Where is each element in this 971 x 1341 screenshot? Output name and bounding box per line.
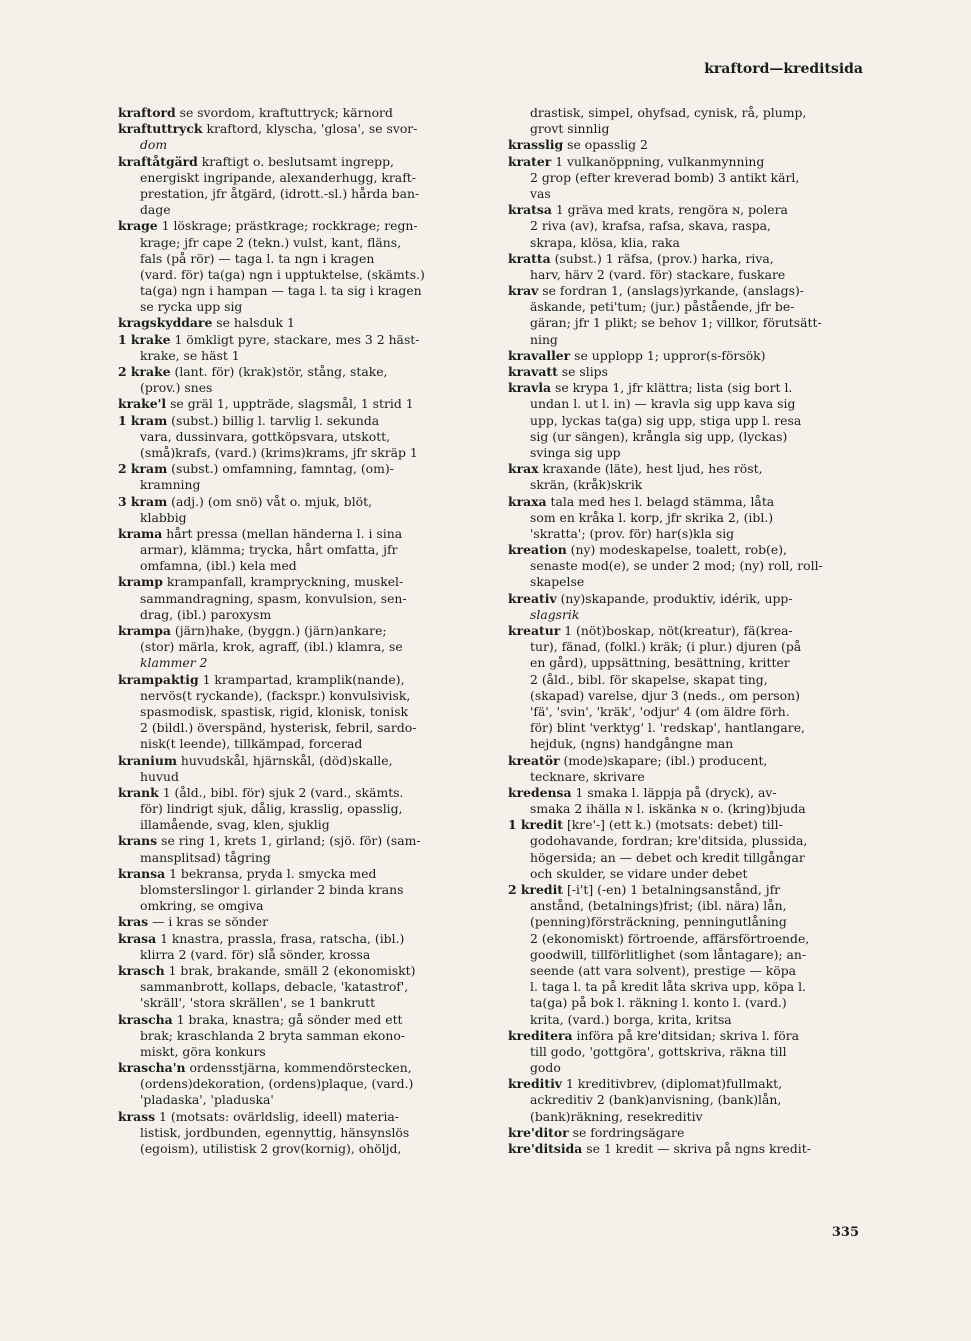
entry-continuation-line: mansplitsad) tågring [140,849,271,865]
page-number: 335 [831,1225,859,1240]
entry-line: kravla se krypa 1, jfr klättra; lista (sig bort l. [508,380,793,396]
entry-continuation-line: klabbig [140,509,187,525]
headword: krank [118,784,159,800]
entry-line: krans se ring 1, krets 1, girland; (sjö. för) (sam- [118,833,421,849]
entry-continuation-line: 'fä', 'svin', 'kräk', 'odjur' 4 (om äldre förh. [530,703,790,719]
entry-continuation-line: harv, härv 2 (vard. för) stackare, fuskare [530,266,786,282]
entry-continuation-line: skrapa, klösa, klia, raka [530,234,680,250]
headword: kre'ditor [508,1124,569,1140]
entry-continuation-line: undan l. ut l. in) — kravla sig upp kava sig [530,396,796,412]
entry-line: 3 kram (adj.) (om snö) våt o. mjuk, blöt, [118,493,373,509]
entry-continuation-line: brak; kraschlanda 2 bryta samman ekono- [140,1027,406,1043]
entry-line: krax kraxande (läte), hest ljud, hes röst, [508,461,763,477]
entry-continuation-line: krita, (vard.) borga, krita, kritsa [530,1011,732,1027]
entry-continuation-line: omfamna, (ibl.) kela med [140,558,297,574]
entry-continuation-line: armar), klämma; trycka, hårt omfatta, jfr [140,542,398,558]
entry-continuation-line: drastisk, simpel, ohyfsad, cynisk, rå, plump, [530,105,807,120]
entry-continuation-line: 2 (bildl.) överspänd, hysterisk, febril, sardo- [140,720,417,736]
entry-continuation-line: sig (ur sängen), krångla sig upp, (lyckas) [530,428,788,444]
headword: kraftuttryck [118,121,203,137]
entry-continuation-line: vara, dussinvara, gottköpsvara, utskott, [140,428,391,444]
entry-continuation-line: (stor) märla, krok, agraff, (ibl.) klamra, se [140,639,403,655]
headword: kraxa [508,493,547,509]
entry-line: 2 kram (subst.) omfamning, famntag, (om)- [118,461,394,477]
entry-continuation-line: nisk(t leende), tillkämpad, forcerad [140,736,363,752]
entry-continuation-line: tecknare, skrivare [530,768,645,784]
entry-line: krama hårt pressa (mellan händerna l. i sina [118,525,403,541]
entry-line: kreatör (mode)skapare; (ibl.) producent, [508,752,768,768]
entry-continuation-line: gäran; jfr 1 plikt; se behov 1; villkor, förutsätt- [530,315,822,331]
running-header: kraftord—kreditsida [704,61,863,77]
headword: krake'l [118,396,167,412]
headword: kragskyddare [118,315,213,331]
entry-continuation-line: godohavande, fordran; kre'ditsida, plussida, [530,833,808,849]
entry-continuation-line: 2 (åld., bibl. för skapelse, skapat ting, [530,671,768,687]
entry-continuation-line: hejduk, (ngns) handgångne man [530,736,734,752]
entry-line: kratta (subst.) 1 räfsa, (prov.) harka, riva, [508,250,774,266]
entry-line: krass 1 (motsats: ovärldslig, ideell) materia- [118,1108,399,1124]
entry-continuation-line: skapelse [530,574,585,590]
headword: 3 kram [118,493,168,509]
entry-line: krampaktig 1 krampartad, kramplik(nande), [118,671,405,687]
entry-line: krage 1 löskrage; prästkrage; rockkrage; regn- [118,218,418,234]
entry-continuation-line: för) lindrigt sjuk, dålig, krasslig, opasslig, [140,801,403,817]
entry-continuation-line: (vard. för) ta(ga) ngn i upptuktelse, (skämts.) [140,266,425,282]
entry-continuation-line: till godo, 'gottgöra', gottskriva, räkna till [530,1043,787,1059]
entry-continuation-line: skrän, (kråk)skrik [530,477,643,493]
headword: kratta [508,250,551,266]
entry-continuation-line: ackreditiv 2 (bank)anvisning, (bank)lån, [530,1092,782,1108]
headword: kreativ [508,590,557,606]
headword: 1 kredit [508,817,564,833]
entry-line: kre'ditor se fordringsägare [508,1124,685,1140]
entry-continuation-line: högersida; an — debet och kredit tillgångar [530,849,805,865]
entry-line: kraxa tala med hes l. belagd stämma, låta [508,493,775,509]
headword: kraftord [118,105,176,120]
entry-line: krasslig se opasslig 2 [508,137,648,153]
headword: kreditiv [508,1076,562,1092]
entry-continuation-line: vas [530,185,551,201]
entry-line: 1 krake 1 ömkligt pyre, stackare, mes 3 2 häst- [118,331,420,347]
headword: krass [118,1108,156,1124]
headword: kravatt [508,364,558,379]
headword: kredensa [508,784,572,800]
entry-continuation-line: för) blint 'verktyg' l. 'redskap', hantlangare, [530,720,805,736]
headword: kreditera [508,1027,573,1043]
entry-continuation-line: (ordens)dekoration, (ordens)plaque, (vard.) [140,1076,414,1092]
entry-continuation-line: nervös(t ryckande), (fackspr.) konvulsivisk, [140,687,411,703]
headword: kramp [118,574,163,590]
entry-continuation-line: svinga sig upp [530,444,621,460]
entry-continuation-line: se rycka upp sig [140,299,243,315]
entry-line: kras — i kras se sönder [118,914,269,930]
headword: krascha'n [118,1060,186,1076]
headword: krage [118,218,158,234]
headword: kreation [508,542,567,558]
headword: krasslig [508,137,564,153]
entry-line: 1 kredit [kre'-] (ett k.) (motsats: debet) till- [508,817,783,833]
entry-continuation-line: dage [140,202,171,218]
headword: kranium [118,752,177,768]
entry-continuation-line: slagsrik [530,606,580,622]
entry-line: 2 krake (lant. för) (krak)stör, stång, stake, [118,364,388,379]
entry-line: 1 kram (subst.) billig l. tarvlig l. sekunda [118,412,380,428]
entry-continuation-line: 2 riva (av), krafsa, rafsa, skava, raspa, [530,218,771,234]
headword: krasa [118,930,157,946]
headword: krav [508,283,539,299]
entry-continuation-line: sammandragning, spasm, konvulsion, sen- [140,590,407,606]
entry-line: kravatt se slips [508,364,608,379]
entry-line: krasa 1 knastra, prassla, frasa, ratscha, (ibl.) [118,930,405,946]
left-column [118,105,475,1157]
headword: kravla [508,380,552,396]
entry-line: kreatur 1 (nöt)boskap, nöt(kreatur), fä(krea- [508,623,793,638]
headword: kras [118,914,149,930]
entry-continuation-line: och skulder, se vidare under debet [530,865,748,881]
headword: kreatur [508,623,561,638]
entry-line: krav se fordran 1, (anslags)yrkande, (anslags)- [508,283,804,299]
entry-continuation-line: som en kråka l. korp, jfr skrika 2, (ibl.) [530,509,774,525]
entry-continuation-line: grovt sinnlig [530,121,610,137]
entry-line: 2 kredit [-i't] (-en) 1 betalningsanstånd, jfr [508,882,781,897]
entry-line: krascha 1 braka, knastra; gå sönder med ett [118,1011,403,1027]
entry-line: krank 1 (åld., bibl. för) sjuk 2 (vard., skämts. [118,784,404,800]
entry-continuation-line: (bank)räkning, resekreditiv [530,1108,703,1124]
headword: kravaller [508,347,571,363]
entry-continuation-line: en gård), uppsättning, besättning, kritter [530,655,790,671]
entry-line: krampa (järn)hake, (byggn.) (järn)ankare; [118,623,387,638]
headword: krasch [118,962,165,978]
entry-continuation-line: smaka 2 ihälla ɴ l. iskänka ɴ o. (kring)bjuda [530,801,806,817]
entry-continuation-line: miskt, göra konkurs [140,1043,266,1059]
entry-line: krake'l se gräl 1, uppträde, slagsmål, 1 strid 1 [118,396,414,412]
entry-continuation-line: 'pladaska', 'pladuska' [140,1092,274,1108]
entry-continuation-line: upp, lyckas ta(ga) sig upp, stiga upp l. resa [530,412,802,428]
entry-continuation-line: omkring, se omgiva [140,898,264,914]
entry-line: krater 1 vulkanöppning, vulkanmynning [508,153,765,169]
headword: 2 kram [118,461,168,477]
entry-continuation-line: 2 (ekonomiskt) förtroende, affärsförtroende, [530,930,810,946]
entry-continuation-line: godo [530,1060,561,1076]
entry-continuation-line: (penning)försträckning, penningutlåning [530,914,787,930]
entry-line: kraftord se svordom, kraftuttryck; kärnord [118,105,393,120]
entry-line: kreditiv 1 kreditivbrev, (diplomat)fullmakt, [508,1076,783,1092]
entry-continuation-line: (egoism), utilistisk 2 grov(kornig), ohöljd, [140,1141,402,1156]
entry-continuation-line: ta(ga) på bok l. räkning l. konto l. (vard.) [530,995,787,1011]
entry-continuation-line: illamående, svag, klen, sjuklig [140,817,330,833]
headword: kransa [118,865,166,881]
entry-line: kreation (ny) modeskapelse, toalett, rob(e), [508,542,787,558]
entry-line: krasch 1 brak, brakande, smäll 2 (ekonomiskt) [118,962,416,978]
entry-continuation-line: (små)krafs, (vard.) (krims)krams, jfr skräp 1 [140,444,418,460]
entry-line: kraftåtgärd kraftigt o. beslutsamt ingrepp, [118,153,394,169]
headword: krascha [118,1011,173,1027]
headword: krans [118,833,158,849]
entry-line: kranium huvudskål, hjärnskål, (död)skalle, [118,752,393,768]
headword: 1 kram [118,412,168,428]
entry-continuation-line: fals (på rör) — taga l. ta ngn i kragen [140,250,375,266]
entry-line: kratsa 1 gräva med krats, rengöra ɴ, polera [508,202,788,218]
headword: kraftåtgärd [118,153,198,169]
entry-continuation-line: l. taga l. ta på kredit låta skriva upp, köpa l. [530,979,807,995]
headword: 1 krake [118,331,171,347]
entry-continuation-line: listisk, jordbunden, egennyttig, hänsynslös [140,1124,410,1140]
entry-line: kramp krampanfall, krampryckning, muskel- [118,574,404,590]
entry-continuation-line: äskande, peti'tum; (jur.) påstående, jfr be- [530,299,795,315]
entry-continuation-line: krage; jfr cape 2 (tekn.) vulst, kant, fläns, [140,234,402,250]
entry-continuation-line: 'skratta'; (prov. för) har(s)kla sig [530,525,735,541]
entry-line: kre'ditsida se 1 kredit — skriva på ngns kredit- [508,1141,811,1156]
entry-line: kravaller se upplopp 1; uppror(s-försök) [508,347,766,363]
headword: krama [118,525,163,541]
headword: kratsa [508,202,552,218]
entry-line: krascha'n ordensstjärna, kommendörstecken, [118,1060,412,1076]
headword: krax [508,461,539,477]
entry-continuation-line: seende (att vara solvent), prestige — köpa [530,962,797,978]
entry-line: kransa 1 bekransa, pryda l. smycka med [118,865,377,881]
headword: kreatör [508,752,560,768]
entry-continuation-line: krake, se häst 1 [140,347,240,363]
headword: krampaktig [118,671,199,687]
entry-continuation-line: kramning [140,477,201,493]
entry-continuation-line: ning [530,331,558,347]
headword: 2 kredit [508,882,564,897]
entry-line: kreditera införa på kre'ditsidan; skriva l. föra [508,1027,800,1043]
entry-continuation-line: huvud [140,768,179,784]
headword: krampa [118,623,171,638]
entry-continuation-line: (skapad) varelse, djur 3 (neds., om person) [530,687,800,703]
entry-continuation-line: dom [140,137,168,153]
entry-line: kraftuttryck kraftord, klyscha, 'glosa', se svor- [118,121,418,137]
entry-continuation-line: goodwill, tillförlitlighet (som låntagare); an- [530,946,807,962]
right-column [508,105,865,1157]
entry-continuation-line: klirra 2 (vard. för) slå sönder, krossa [140,946,371,962]
entry-continuation-line: spasmodisk, spastisk, rigid, klonisk, tonisk [140,703,409,719]
entry-continuation-line: energiskt ingripande, alexanderhugg, kraft- [140,169,416,185]
headword: 2 krake [118,364,171,379]
entry-continuation-line: 'skräll', 'stora skrällen', se 1 bankrutt [140,995,376,1011]
entry-continuation-line: sammanbrott, kollaps, debacle, 'katastrof', [140,979,409,995]
entry-continuation-line: prestation, jfr åtgärd, (idrott.-sl.) hårda ban- [140,185,420,201]
entry-continuation-line: ta(ga) ngn i hampan — taga l. ta sig i kragen [140,283,422,299]
entry-continuation-line: senaste mod(e), se under 2 mod; (ny) roll, roll- [530,558,823,574]
entry-line: kredensa 1 smaka l. läppja på (dryck), av- [508,784,777,800]
entry-line: kragskyddare se halsduk 1 [118,315,295,331]
entry-continuation-line: tur), fänad, (folkl.) kräk; (i plur.) djuren (på [530,639,802,655]
entry-continuation-line: anstånd, (betalnings)frist; (ibl. nära) lån, [530,898,787,914]
headword: kre'ditsida [508,1141,583,1156]
entry-continuation-line: (prov.) snes [140,380,213,396]
entry-continuation-line: drag, (ibl.) paroxysm [140,606,272,622]
entry-continuation-line: 2 grop (efter kreverad bomb) 3 antikt kärl, [530,169,800,185]
entry-line: kreativ (ny)skapande, produktiv, idérik, upp- [508,590,793,606]
entry-continuation-line: klammer 2 [140,655,208,671]
headword: krater [508,153,552,169]
entry-continuation-line: blomsterslingor l. girlander 2 binda krans [140,882,404,897]
